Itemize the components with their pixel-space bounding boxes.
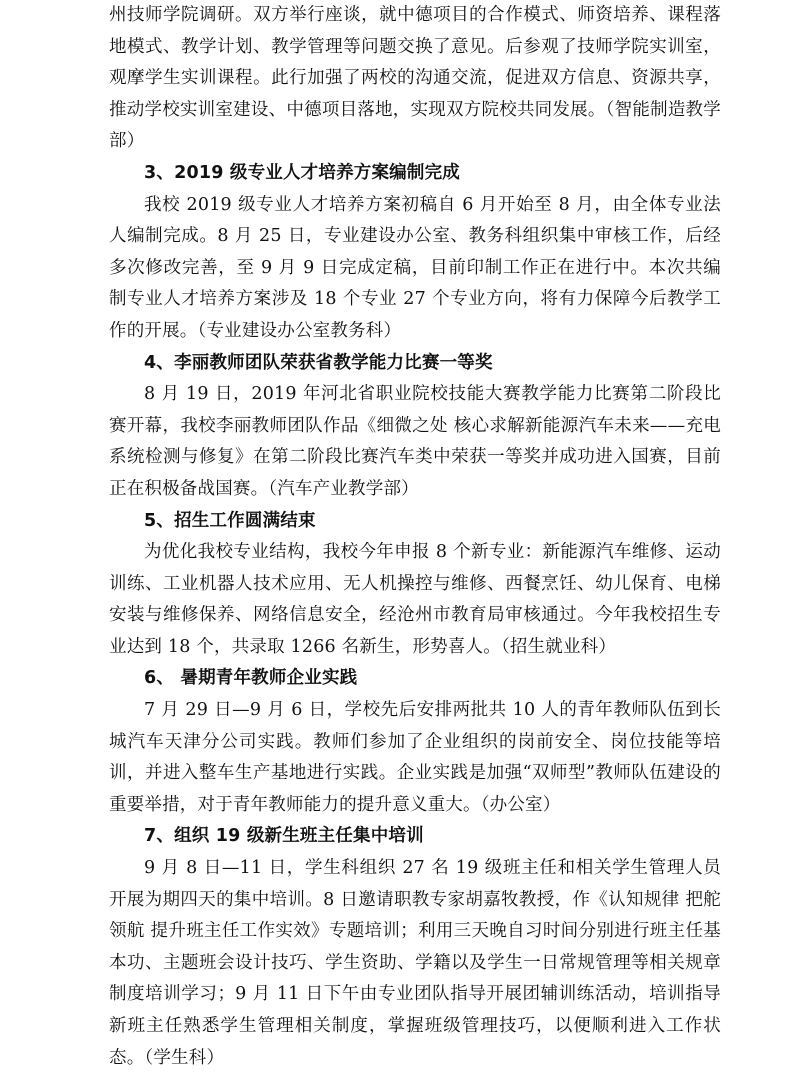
section-heading-7: 7、组织 19 级新生班主任集中培训 xyxy=(144,826,424,847)
section-heading-4: 4、李丽教师团队荣获省教学能力比赛一等奖 xyxy=(144,352,493,373)
section-body-7: 9 月 8 日—11 日，学生科组织 27 名 19 级班主任和相关学生管理人员开展为期四天的集中培训。8 日邀请职教专家胡嘉牧教授，作《认知规律 把舵领航 提升班主任工作实效》专题培训；利用三天晚自习时间分别进行班主任基本功、主题班会设计技巧、学生资助、学籍以及学生一日常规管理等相关规章制度培训学习；9 月 11 日下午由专业团队指导开展团辅训练活动，培训指导新班主任熟悉学生管理相关制度，掌握班级管理技巧，以便顺利进入工作状态。（学生科） xyxy=(109,858,721,1068)
section-heading-6: 6、 暑期青年教师企业实践 xyxy=(144,668,358,689)
intro-paragraph: 州技师学院调研。双方举行座谈，就中德项目的合作模式、师资培养、课程落地模式、教学计划、教学管理等问题交换了意见。后参观了技师学院实训室，观摩学生实训课程。此行加强了两校的沟通交流，促进双方信息、资源共享，推动学校实训室建设、中德项目落地，实现双方院校共同发展。（智能制造教学部） xyxy=(109,5,721,152)
section-heading-3: 3、2019 级专业人才培养方案编制完成 xyxy=(144,162,460,183)
section-body-5: 为优化我校专业结构，我校今年申报 8 个新专业：新能源汽车维修、运动训练、工业机器人技术应用、无人机操控与维修、西餐烹饪、幼儿保育、电梯安装与维修保养、网络信息安全，经沧州市教育局审核通过。今年我校招生专业达到 18 个，共录取 1266 名新生，形势喜人。（招生就业科） xyxy=(109,542,721,657)
section-heading-5: 5、招生工作圆满结束 xyxy=(144,510,316,531)
section-body-4: 8 月 19 日，2019 年河北省职业院校技能大赛教学能力比赛第二阶段比赛开幕，我校李丽教师团队作品《细微之处 核心求解新能源汽车未来——充电系统检测与修复》在第二阶段比赛汽车类中荣获一等奖并成功进入国赛，目前正在积极备战国赛。（汽车产业教学部） xyxy=(109,384,721,499)
document-page xyxy=(109,0,721,1074)
section-body-6: 7 月 29 日—9 月 6 日，学校先后安排两批共 10 人的青年教师队伍到长城汽车天津分公司实践。教师们参加了企业组织的岗前安全、岗位技能等培训，并进入整车生产基地进行实践。企业实践是加强“双师型”教师队伍建设的重要举措，对于青年教师能力的提升意义重大。（办公室） xyxy=(109,700,721,815)
section-body-3: 我校 2019 级专业人才培养方案初稿自 6 月开始至 8 月，由全体专业法人编制完成。8 月 25 日，专业建设办公室、教务科组织集中审核工作，后经多次修改完善，至 9 月 9 日完成定稿，目前印制工作正在进行中。本次共编制专业人才培养方案涉及 18 个专业 27 个专业方向，将有力保障今后教学工作的开展。（专业建设办公室教务科） xyxy=(109,194,721,341)
